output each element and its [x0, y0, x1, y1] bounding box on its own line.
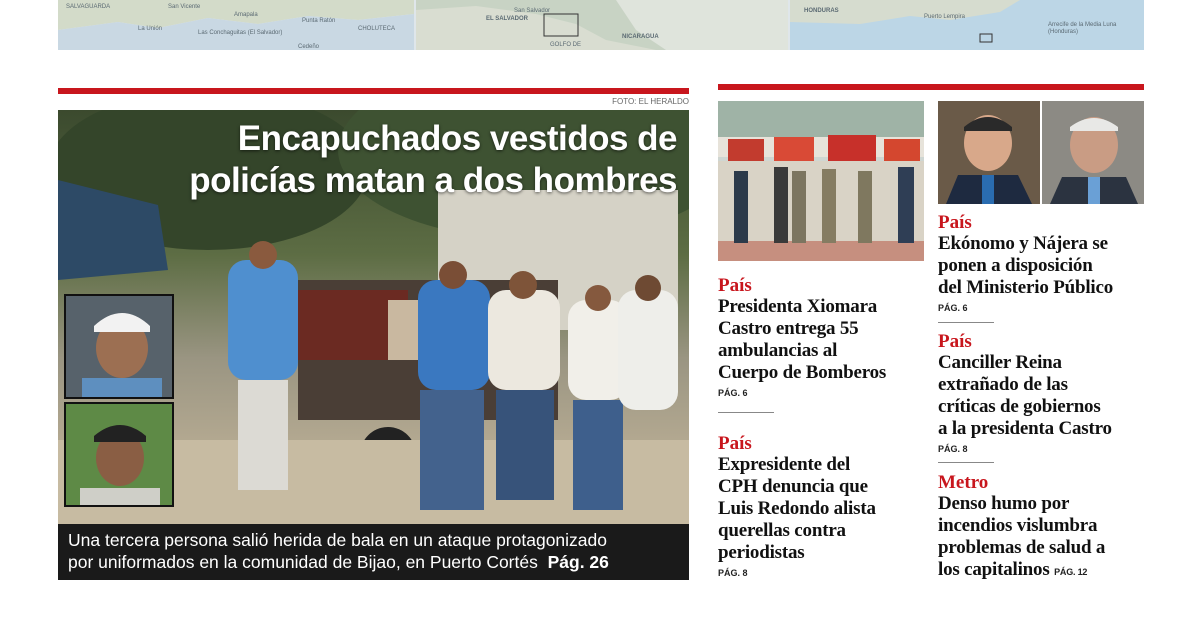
story-photo-ambulances — [718, 101, 924, 261]
story-photo-najera — [1042, 101, 1144, 204]
map-label: San Vicente — [168, 4, 201, 10]
map-label: Amapala — [234, 12, 258, 18]
portrait-graphic — [66, 296, 172, 397]
map-label: SALVAGUARDA — [66, 4, 111, 10]
headline-line: ponen a disposición — [938, 255, 1093, 276]
story-headline — [718, 454, 924, 564]
story-page: PÁG. 8 — [938, 444, 968, 454]
lead-headline-line: policías matan a dos hombres — [189, 161, 677, 200]
map-graphic-center — [416, 0, 788, 50]
story-section: País — [938, 212, 972, 233]
story-section: País — [938, 331, 972, 352]
headline-line: del Ministerio Público — [938, 277, 1114, 298]
map-panel-left — [58, 0, 414, 50]
headline-line: incendios vislumbra — [938, 515, 1098, 536]
headline-line: críticas de gobiernos — [938, 396, 1101, 417]
story-photo-ekonomo — [938, 101, 1040, 204]
story-denso-humo[interactable] — [938, 473, 1144, 583]
lead-headline-line: Encapuchados vestidos de — [237, 119, 677, 158]
map-panel-right — [790, 0, 1144, 50]
story-page: PÁG. 6 — [718, 388, 748, 398]
lead-headline[interactable] — [117, 118, 677, 202]
story-ambulancias[interactable] — [718, 276, 924, 398]
photo-credit: FOTO: EL HERALDO — [612, 97, 689, 106]
headline-line: Canciller Reina — [938, 352, 1062, 373]
headline-line — [938, 559, 1144, 583]
headline-line: a la presidenta Castro — [938, 418, 1112, 439]
caption-line — [68, 551, 683, 573]
headline-line: Cuerpo de Bomberos — [718, 362, 887, 383]
map-label: Punta Ratón — [302, 18, 336, 24]
story-page: PÁG. 12 — [1054, 567, 1088, 577]
map-label: GOLFO DE — [550, 42, 582, 48]
headline-line: Denso humo por — [938, 493, 1070, 514]
inset-photo-victim-2 — [64, 402, 174, 507]
portrait-graphic — [66, 404, 172, 505]
map-label: Cedeño — [298, 44, 320, 50]
headline-line: extrañado de las — [938, 374, 1068, 395]
map-label: Puerto Lempira — [924, 14, 966, 20]
story-section: País — [718, 433, 752, 454]
map-label: San Salvador — [514, 8, 551, 14]
story-page: PÁG. 8 — [718, 568, 748, 578]
map-label: HONDURAS — [804, 8, 839, 14]
lead-red-bar — [58, 88, 689, 94]
caption-line: Una tercera persona salió herida de bala en un ataque protagonizado — [68, 530, 607, 550]
headline-line: Ekónomo y Nájera se — [938, 233, 1108, 254]
story-separator — [718, 412, 774, 413]
portrait-graphic — [938, 101, 1040, 204]
headline-line: Luis Redondo alista — [718, 498, 876, 519]
story-headline — [938, 493, 1144, 583]
story-expresidente-cph[interactable] — [718, 434, 924, 578]
map-label: NICARAGUA — [622, 34, 659, 40]
story-headline — [718, 296, 924, 384]
ambulances-scene — [718, 101, 924, 261]
headline-line-text: los capitalinos — [938, 559, 1050, 580]
caption-line-text: por uniformados en la comunidad de Bijao, en Puerto Cortés — [68, 552, 538, 572]
headline-line: Expresidente del — [718, 454, 851, 475]
map-label: EL SALVADOR — [486, 16, 529, 22]
headline-line: querellas contra — [718, 520, 846, 541]
map-label: La Unión — [138, 26, 163, 32]
headline-line: ambulancias al — [718, 340, 838, 361]
caption-page-link[interactable]: Pág. 26 — [547, 552, 609, 572]
story-canciller-reina[interactable] — [938, 332, 1144, 454]
story-separator — [938, 322, 994, 323]
headline-line: problemas de salud a — [938, 537, 1106, 558]
headline-line: Presidenta Xiomara — [718, 296, 878, 317]
caption-text — [68, 529, 683, 573]
headline-line: CPH denuncia que — [718, 476, 868, 497]
story-headline — [938, 352, 1144, 440]
story-page: PÁG. 6 — [938, 303, 968, 313]
story-headline — [938, 233, 1144, 299]
headline-line: periodistas — [718, 542, 805, 563]
map-label: Las Conchaguitas (El Salvador) — [198, 30, 283, 36]
map-graphic-left — [58, 0, 414, 50]
story-ekonomo-najera[interactable] — [938, 213, 1144, 313]
story-separator — [938, 462, 994, 463]
story-section: País — [718, 275, 752, 296]
portrait-graphic — [1042, 101, 1144, 204]
map-label: CHOLUTECA — [358, 26, 396, 32]
lead-caption — [58, 524, 689, 580]
right-red-bar — [718, 84, 1144, 90]
map-panel-center — [416, 0, 788, 50]
headline-line: Castro entrega 55 — [718, 318, 859, 339]
inset-photo-victim-1 — [64, 294, 174, 399]
lead-photo — [58, 110, 689, 524]
map-strip — [58, 0, 1144, 50]
story-section: Metro — [938, 472, 989, 493]
map-label: Arrecife de la Media Luna (Honduras) — [1048, 22, 1117, 35]
